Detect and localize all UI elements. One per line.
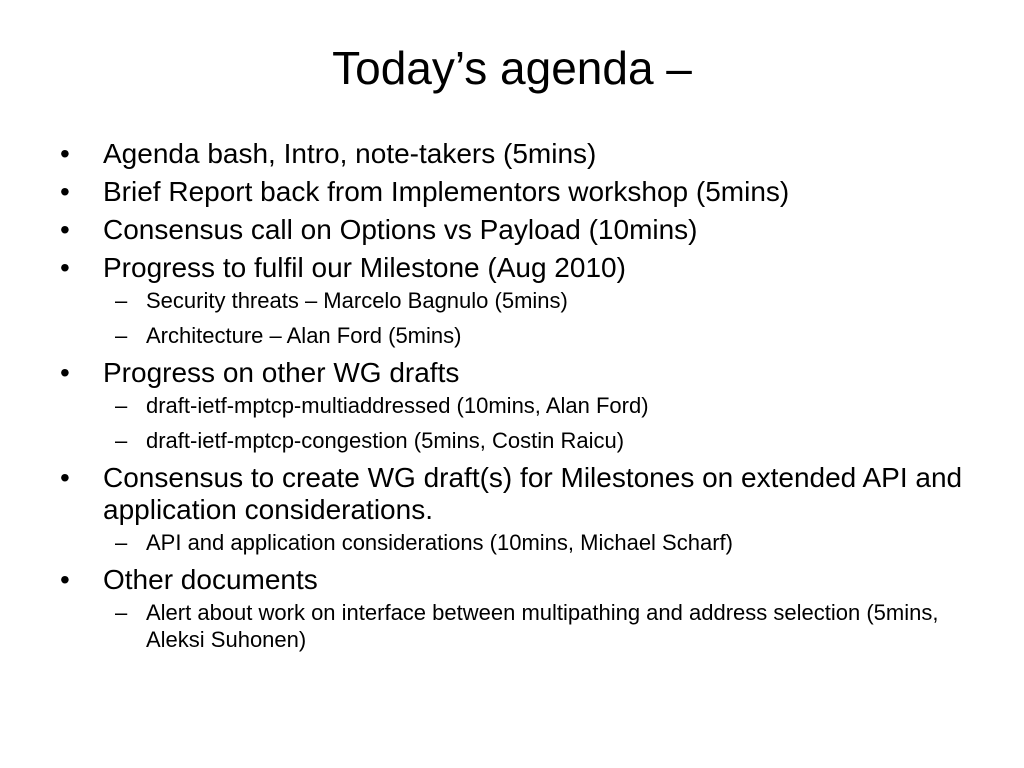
bullet-icon: • [60,252,70,283]
agenda-subitem-text: API and application considerations (10mins, Michael Scharf) [146,530,733,555]
bullet-icon: • [60,357,70,388]
agenda-item [60,462,980,556]
agenda-sublist [103,392,980,454]
agenda-item-text: Brief Report back from Implementors workshop (5mins) [103,176,790,207]
agenda-item [60,138,980,170]
agenda-item [60,252,980,349]
agenda-item-text: Consensus to create WG draft(s) for Milestones on extended API and application considerations. [103,462,963,525]
dash-icon: – [115,530,128,555]
agenda-sublist [103,287,980,349]
agenda-item-text: Consensus call on Options vs Payload (10mins) [103,214,698,245]
agenda-sublist [103,599,980,653]
agenda-item-text: Progress on other WG drafts [103,357,460,388]
agenda-item-text: Other documents [103,564,318,595]
dash-icon: – [115,600,128,625]
bullet-icon: • [60,462,70,493]
agenda-item-text: Progress to fulfil our Milestone (Aug 2010) [103,252,626,283]
agenda-item [60,176,980,208]
agenda-sublist [103,529,980,556]
bullet-icon: • [60,564,70,595]
agenda-subitem-text: Architecture – Alan Ford (5mins) [146,323,462,348]
dash-icon: – [115,393,128,418]
agenda-subitem-text: Security threats – Marcelo Bagnulo (5mins) [146,288,568,313]
agenda-subitem [103,599,980,653]
agenda-item [60,564,980,653]
agenda-subitem-text: draft-ietf-mptcp-multiaddressed (10mins, Alan Ford) [146,393,649,418]
agenda-item [60,357,980,454]
dash-icon: – [115,288,128,313]
agenda-list [60,138,980,661]
agenda-subitem-text: draft-ietf-mptcp-congestion (5mins, Costin Raicu) [146,428,625,453]
agenda-subitem [103,427,980,454]
agenda-subitem [103,529,980,556]
bullet-icon: • [60,214,70,245]
dash-icon: – [115,323,128,348]
dash-icon: – [115,428,128,453]
agenda-subitem-text: Alert about work on interface between multipathing and address selection (5mins, Aleksi Suhonen) [146,600,939,652]
slide-title: Today’s agenda – [332,42,692,94]
bullet-icon: • [60,138,70,169]
agenda-subitem [103,287,980,314]
bullet-icon: • [60,176,70,207]
agenda-item-text: Agenda bash, Intro, note-takers (5mins) [103,138,597,169]
agenda-item [60,214,980,246]
agenda-subitem [103,392,980,419]
agenda-subitem [103,322,980,349]
